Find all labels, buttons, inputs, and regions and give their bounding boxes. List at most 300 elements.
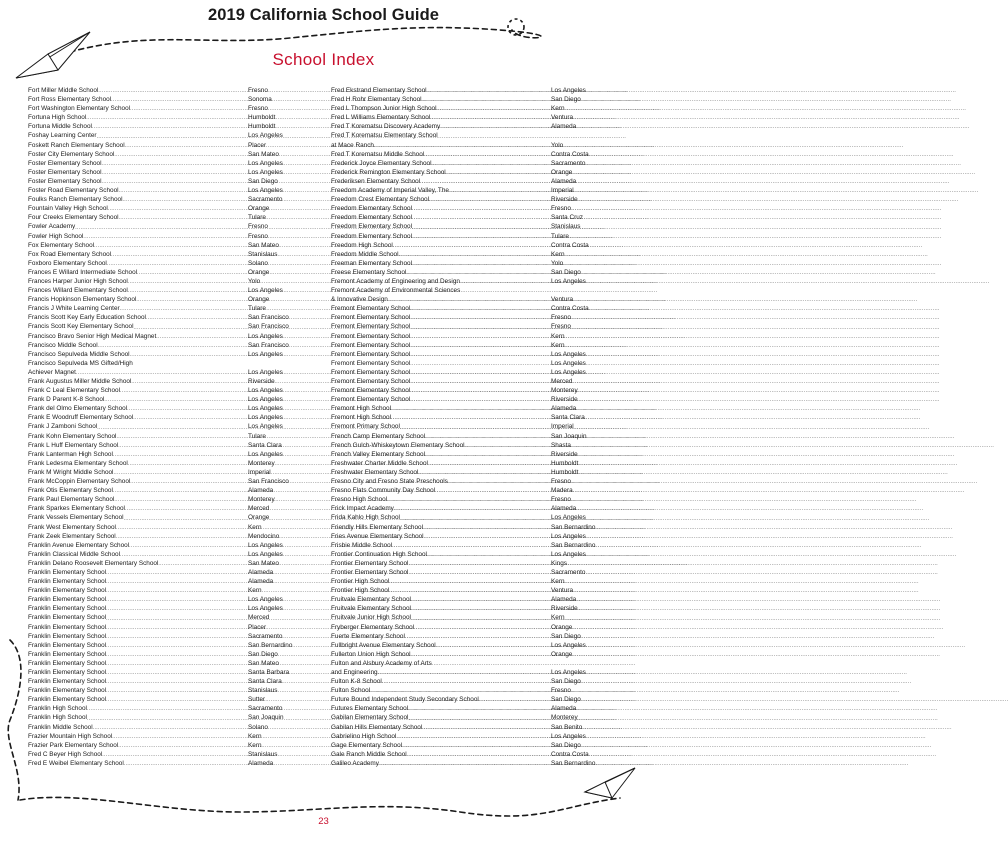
- county-name: Merced: [551, 378, 573, 385]
- index-entry: [331, 122, 606, 131]
- index-entry: [331, 632, 606, 641]
- dot-leader: [107, 260, 248, 268]
- dot-leader: [106, 678, 248, 686]
- index-entry: [331, 332, 606, 341]
- county-name: Stanislaus: [248, 250, 278, 258]
- school-name: Freshwater Charter Middle School: [331, 459, 428, 467]
- index-entry: [331, 686, 606, 695]
- dot-leader: [396, 733, 551, 741]
- dot-leader: [408, 560, 551, 568]
- index-entry: [331, 759, 606, 768]
- dot-leader: [408, 715, 551, 723]
- county-name: Los Angeles: [248, 596, 283, 604]
- index-entry: [28, 659, 303, 668]
- county-name: Solano: [248, 723, 268, 731]
- index-title: School Index: [272, 50, 375, 69]
- index-entry: [28, 222, 303, 231]
- index-entry: [28, 204, 303, 213]
- index-entry: [28, 477, 303, 486]
- school-name: Galileo Academy: [331, 759, 379, 767]
- index-entry: [331, 541, 606, 550]
- dot-leader: [128, 287, 248, 295]
- county-name: San Joaquin: [551, 432, 587, 440]
- index-entry: [331, 295, 606, 304]
- school-name: Frank C Leal Elementary School: [28, 387, 120, 395]
- school-name: Franklin Elementary School: [28, 623, 107, 631]
- dot-leader: [379, 760, 551, 768]
- school-name: Franklin Elementary School: [28, 605, 107, 613]
- index-entry: [331, 450, 606, 459]
- dot-leader: [92, 123, 248, 131]
- dot-leader: [112, 733, 248, 741]
- dot-leader: [119, 214, 248, 222]
- index-entry: [28, 232, 303, 241]
- index-entry: [28, 668, 303, 677]
- county-name: Sacramento: [248, 632, 283, 640]
- dot-leader: [449, 187, 551, 195]
- school-name: Frank Lanterman High School: [28, 450, 113, 458]
- county-name: Fresno: [248, 223, 268, 231]
- county-name: Alameda: [551, 705, 577, 713]
- school-name: French Valley Elementary School: [331, 450, 426, 458]
- index-entry: [28, 513, 303, 522]
- county-name: Yolo: [551, 259, 564, 267]
- index-entry: [331, 704, 606, 713]
- school-name: Fred L Williams Elementary School: [331, 114, 431, 122]
- county-name: Riverside: [551, 196, 578, 204]
- index-entry: [28, 86, 303, 95]
- county-name: Los Angeles: [248, 132, 283, 140]
- school-name: Frontier Elementary School: [331, 559, 409, 567]
- school-name: Fruitvale Elementary School: [331, 596, 411, 604]
- county-name: Alameda: [551, 505, 577, 513]
- county-name: Orange: [551, 623, 573, 631]
- dot-leader: [128, 460, 248, 468]
- school-name: Franklin Elementary School: [28, 696, 107, 704]
- county-name: Mendocino: [248, 532, 280, 540]
- school-name: Franklin Elementary School: [28, 641, 107, 649]
- dot-leader: [131, 378, 248, 386]
- county-name: Orange: [248, 514, 270, 522]
- county-name: Shasta: [551, 441, 571, 449]
- county-name: Santa Clara: [248, 678, 282, 686]
- county-name: San Francisco: [248, 478, 289, 486]
- dot-leader: [432, 160, 551, 168]
- index-entry: [28, 586, 303, 595]
- dot-leader: [420, 178, 551, 186]
- county-name: San Diego: [551, 632, 581, 640]
- county-name: Fresno: [551, 496, 571, 504]
- county-name: Los Angeles: [248, 405, 283, 413]
- dot-leader: [87, 715, 248, 723]
- school-name: Foxboro Elementary School: [28, 259, 107, 267]
- dot-leader: [408, 569, 551, 577]
- dot-leader: [106, 642, 248, 650]
- school-name: Fremont Academy of Environmental Sciences: [331, 287, 461, 295]
- index-entry: [28, 122, 303, 131]
- dot-leader: [94, 242, 248, 250]
- county-name: Kern: [551, 250, 565, 258]
- school-name: Franklin Elementary School: [28, 568, 107, 576]
- dot-leader: [125, 505, 248, 513]
- index-entry: [331, 677, 606, 686]
- school-name: Franklin Elementary School: [28, 659, 107, 667]
- dot-leader: [87, 705, 248, 713]
- county-name: Ventura: [551, 114, 574, 122]
- index-entry: [331, 322, 606, 331]
- dot-leader: [106, 696, 248, 704]
- county-name: Los Angeles: [551, 550, 586, 558]
- dot-leader: [106, 669, 248, 677]
- school-name: Fries Avenue Elementary School: [331, 532, 424, 540]
- dot-leader: [124, 515, 248, 523]
- index-entry: [28, 486, 303, 495]
- school-name: Fremont Academy of Engineering and Design: [331, 277, 460, 285]
- index-entry: [331, 441, 606, 450]
- index-entry: [331, 213, 606, 222]
- dot-leader: [104, 396, 248, 404]
- dot-leader: [424, 533, 551, 541]
- school-name: Four Creeks Elementary School: [28, 214, 119, 222]
- index-entry: [331, 341, 606, 350]
- county-name: Placer: [248, 141, 267, 149]
- index-entry: [331, 468, 606, 477]
- school-name: Foster City Elementary School: [28, 150, 115, 158]
- index-entry: [28, 341, 303, 350]
- county-name: Los Angeles: [551, 514, 586, 522]
- dot-leader: [97, 133, 248, 141]
- index-entry: [28, 150, 303, 159]
- bottom-dashed-trail: [20, 797, 620, 816]
- school-name: Franklin Elementary School: [28, 687, 107, 695]
- county-name: Los Angeles: [248, 396, 283, 404]
- dot-leader: [102, 178, 248, 186]
- school-name: Fremont Elementary School: [331, 378, 411, 385]
- school-name: Frank McCoppin Elementary School: [28, 478, 131, 486]
- county-name: Ventura: [551, 296, 574, 304]
- index-entry: [331, 595, 606, 604]
- index-entry: [331, 413, 606, 422]
- county-name: Los Angeles: [248, 187, 283, 195]
- county-name: Riverside: [551, 450, 578, 458]
- dot-leader: [120, 387, 248, 395]
- county-name: Los Angeles: [248, 550, 283, 558]
- index-entry: [28, 641, 303, 650]
- index-entry: [28, 195, 303, 204]
- county-name: San Joaquin: [248, 714, 284, 722]
- school-name: Francisco Middle School: [28, 341, 98, 349]
- county-name: San Bernardino: [551, 523, 596, 531]
- county-name: Humboldt: [248, 114, 276, 122]
- county-name: Alameda: [551, 177, 577, 185]
- county-name: Los Angeles: [551, 350, 586, 358]
- county-name: Sonoma: [248, 96, 272, 104]
- county-name: Los Angeles: [551, 277, 586, 285]
- index-entry: [331, 86, 606, 95]
- dot-leader: [106, 578, 248, 586]
- dot-leader: [427, 551, 551, 559]
- dot-leader: [133, 414, 248, 422]
- index-entry: [28, 286, 303, 295]
- school-name: Fred T Korematsu Elementary School: [331, 132, 438, 140]
- index-entry: [331, 477, 606, 486]
- county-name: Fresno: [551, 687, 571, 695]
- county-name: Alameda: [551, 405, 577, 413]
- county-name: Kings: [551, 559, 567, 567]
- dot-leader: [399, 251, 552, 259]
- dot-leader: [406, 269, 551, 277]
- dot-leader: [86, 114, 248, 122]
- school-name: Frederiksen Elementary School: [331, 177, 421, 185]
- county-name: Los Angeles: [248, 368, 283, 376]
- dot-leader: [124, 760, 248, 768]
- county-name: Orange: [551, 650, 573, 658]
- county-name: Yolo: [551, 141, 564, 149]
- county-name: San Bernardino: [551, 541, 596, 549]
- dot-leader: [411, 605, 551, 613]
- index-entry: [331, 513, 606, 522]
- index-entry: [331, 641, 606, 650]
- county-name: San Diego: [551, 741, 581, 749]
- index-entry: [331, 168, 606, 177]
- school-name: Fort Washington Elementary School: [28, 105, 131, 113]
- index-entry: [331, 377, 606, 386]
- school-name: Freedom Elementary School: [331, 232, 412, 240]
- index-entry: [331, 432, 606, 441]
- county-name: Fresno: [248, 105, 268, 113]
- dot-leader: [76, 369, 248, 377]
- index-entry: [28, 704, 303, 713]
- county-name: Kern: [551, 341, 565, 349]
- index-entry: [28, 623, 303, 632]
- index-entry: [331, 150, 606, 159]
- county-name: Riverside: [551, 396, 578, 404]
- school-name: Franklin Classical Middle School: [28, 550, 120, 558]
- index-entry: [331, 359, 606, 368]
- index-entry: [28, 732, 303, 741]
- county-name: Fresno: [551, 323, 571, 331]
- county-name: Kern: [248, 741, 262, 749]
- county-name: Santa Clara: [551, 414, 585, 422]
- dot-leader: [392, 542, 551, 550]
- county-name: Los Angeles: [551, 641, 586, 649]
- index-entry: [28, 95, 303, 104]
- dot-leader: [412, 205, 551, 213]
- county-name: Los Angeles: [248, 605, 283, 613]
- school-name: Frontier Continuation High School: [331, 550, 427, 558]
- school-name: Fremont Elementary School: [331, 305, 411, 313]
- school-name: Gabrielino High School: [331, 732, 397, 740]
- index-entry: [331, 131, 606, 140]
- school-name: Fresno Flats Community Day School: [331, 487, 436, 495]
- school-name: Frank E Woodruff Elementary School: [28, 414, 134, 422]
- index-entry: [28, 741, 303, 750]
- index-entry: [28, 241, 303, 250]
- dot-leader: [410, 369, 551, 377]
- county-name: Tulare: [248, 214, 266, 222]
- school-name: Franklin Avenue Elementary School: [28, 541, 130, 549]
- county-name: Sutter: [248, 696, 266, 704]
- school-name: Frazier Mountain High School: [28, 732, 113, 740]
- dot-leader: [412, 260, 551, 268]
- county-name: Los Angeles: [248, 332, 283, 340]
- index-entry: [331, 577, 606, 586]
- county-name: Contra Costa: [551, 150, 589, 158]
- index-entry: [331, 104, 606, 113]
- dot-leader: [422, 96, 551, 104]
- school-name: Francis Scott Key Elementary School: [28, 323, 134, 331]
- county-name: Ventura: [551, 587, 574, 595]
- dot-leader: [106, 687, 248, 695]
- index-entry: [28, 759, 303, 768]
- school-name: Fred T Korematsu Discovery Academy: [331, 123, 441, 131]
- index-entry: [28, 304, 303, 313]
- county-name: Contra Costa: [551, 750, 589, 758]
- county-name: Fresno: [248, 232, 268, 240]
- school-name: Foster Road Elementary School: [28, 187, 119, 195]
- school-name: Freedom Elementary School: [331, 223, 412, 231]
- index-entry: [28, 422, 303, 431]
- school-name: Fremont High School: [331, 405, 392, 413]
- index-entry: [28, 468, 303, 477]
- county-name: Kern: [248, 732, 262, 740]
- dot-leader: [102, 169, 248, 177]
- school-name: Frances E Willard Intermediate School: [28, 268, 138, 276]
- school-name: Franklin High School: [28, 705, 87, 713]
- index-entry: [28, 131, 303, 140]
- dot-leader: [113, 469, 248, 477]
- school-name: Franklin Elementary School: [28, 632, 107, 640]
- school-name: Foshay Learning Center: [28, 132, 97, 140]
- dot-leader: [98, 87, 248, 95]
- dot-leader: [402, 742, 551, 750]
- school-name: Fullbright Avenue Elementary School: [331, 641, 436, 649]
- county-name: Tulare: [248, 432, 266, 440]
- county-name: Los Angeles: [248, 287, 283, 295]
- dot-leader: [387, 496, 551, 504]
- index-entry: [331, 550, 606, 559]
- index-entry: [28, 159, 303, 168]
- dot-leader: [374, 142, 551, 150]
- dot-leader: [418, 469, 551, 477]
- index-entry: [28, 432, 303, 441]
- school-name: Gale Ranch Middle School: [331, 750, 407, 758]
- index-entry: [331, 495, 606, 504]
- county-name: San Bernardino: [248, 641, 293, 649]
- dot-leader: [113, 451, 248, 459]
- index-entry: [331, 741, 606, 750]
- index-entry: [28, 386, 303, 395]
- index-entry: [28, 259, 303, 268]
- dot-leader: [116, 524, 248, 532]
- index-entry: [331, 95, 606, 104]
- dot-leader: [393, 242, 551, 250]
- county-name: Los Angeles: [551, 359, 586, 367]
- school-name: Francis Scott Key Early Education School: [28, 314, 146, 322]
- school-name: Frank Zeek Elementary School: [28, 532, 116, 540]
- school-name: Frisbie Middle School: [331, 541, 393, 549]
- index-entry: [28, 177, 303, 186]
- county-name: Santa Clara: [248, 441, 282, 449]
- school-name: Fort Ross Elementary School: [28, 96, 112, 104]
- county-name: Monterey: [551, 387, 578, 395]
- index-entry: [28, 650, 303, 659]
- school-name: Fremont Elementary School: [331, 323, 411, 331]
- index-entry: [28, 368, 303, 377]
- county-name: Los Angeles: [551, 87, 586, 94]
- dot-leader: [479, 696, 551, 704]
- county-name: Monterey: [551, 714, 578, 722]
- dot-leader: [412, 214, 551, 222]
- dot-leader: [411, 596, 551, 604]
- dot-leader: [382, 678, 551, 686]
- school-name: Fred T Korematsu Middle School: [331, 150, 425, 158]
- county-name: San Francisco: [248, 323, 289, 331]
- school-name: Fowler High School: [28, 232, 84, 240]
- county-name: Fresno: [551, 205, 571, 213]
- school-name: Fort Miller Middle School: [28, 87, 99, 94]
- index-entry: [28, 322, 303, 331]
- dot-leader: [370, 687, 551, 695]
- top-dashed-trail: [70, 28, 541, 52]
- county-name: Imperial: [248, 468, 271, 476]
- county-name: Riverside: [248, 378, 275, 385]
- index-entry: [331, 659, 606, 668]
- school-name: Franklin Elementary School: [28, 678, 107, 686]
- county-name: Kern: [551, 578, 565, 586]
- county-name: Los Angeles: [551, 368, 586, 376]
- school-name: Frick Impact Academy: [331, 505, 394, 513]
- index-entry: [331, 586, 606, 595]
- school-name: Fuerte Elementary School: [331, 632, 405, 640]
- index-entry: [28, 695, 303, 704]
- index-entry: [331, 568, 606, 577]
- school-name: Fremont High School: [331, 414, 392, 422]
- school-name: Franklin Elementary School: [28, 614, 107, 622]
- dot-leader: [378, 669, 551, 677]
- index-entry: [331, 141, 606, 150]
- county-name: Kern: [551, 614, 565, 622]
- index-entry: [331, 732, 606, 741]
- dot-leader: [427, 87, 551, 95]
- school-name: Franklin Elementary School: [28, 587, 107, 595]
- school-name: Fred C Beyer High School: [28, 750, 103, 758]
- index-entry: [331, 486, 606, 495]
- index-entry: [331, 177, 606, 186]
- school-name: Achiever Magnet: [28, 368, 76, 376]
- index-entry: [331, 523, 606, 532]
- school-name: Frontier Elementary School: [331, 568, 409, 576]
- school-name: Franklin Elementary School: [28, 596, 107, 604]
- dot-leader: [436, 642, 551, 650]
- index-entry: [331, 668, 606, 677]
- index-entry: [28, 568, 303, 577]
- county-name: Imperial: [551, 187, 574, 195]
- school-name: Fremont Elementary School: [331, 332, 411, 340]
- county-name: Sacramento: [551, 568, 586, 576]
- county-name: San Bernardino: [551, 759, 596, 767]
- dot-leader: [410, 342, 551, 350]
- county-name: San Diego: [551, 96, 581, 104]
- dot-leader: [437, 105, 551, 113]
- dot-leader: [410, 324, 551, 332]
- left-dashed-trail: [8, 640, 21, 800]
- school-name: Foskett Ranch Elementary School: [28, 141, 125, 149]
- school-name: Freese Elementary School: [331, 268, 407, 276]
- dot-leader: [465, 442, 551, 450]
- county-name: Monterey: [248, 496, 275, 504]
- school-name: Fresno High School: [331, 496, 388, 504]
